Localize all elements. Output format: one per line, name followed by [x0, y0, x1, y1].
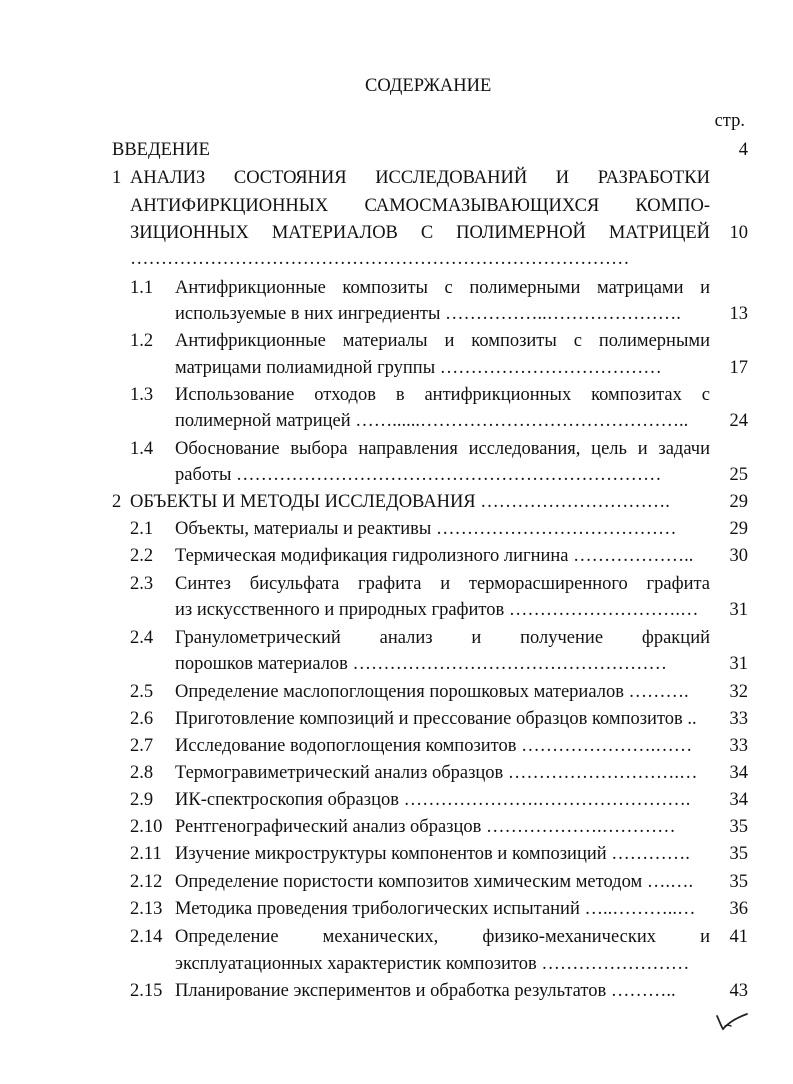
- toc-2-9-number: 2.9: [130, 790, 154, 810]
- toc-2-2-page: 30: [729, 546, 748, 566]
- toc-2-9-label: ИК-спектроскопия образцов ………………….…………………….: [175, 790, 691, 810]
- toc-1-3-page: 24: [729, 411, 748, 431]
- toc-2-4-line2: порошков материалов ……………………………………………: [175, 654, 668, 674]
- toc-2-12-page: 35: [729, 872, 748, 892]
- toc-ch1-line3: ЗИЦИОННЫХ МАТЕРИАЛОВ С ПОЛИМЕРНОЙ МАТРИЦЕЙ: [130, 223, 710, 243]
- toc-1-3-line1: Использование отходов в антифрикционных композитах с: [175, 385, 710, 405]
- toc-1-4-line2: работы ……………………………………………………………: [175, 465, 662, 485]
- toc-2-14-number: 2.14: [130, 927, 163, 947]
- toc-2-5-label: Определение маслопоглощения порошковых материалов ……….: [175, 682, 689, 702]
- toc-2-14-page: 41: [729, 927, 748, 947]
- toc-2-13-label: Методика проведения трибологических испытаний …..………..…: [175, 899, 696, 919]
- toc-2-15-page: 43: [729, 981, 748, 1001]
- toc-1-2-page: 17: [729, 358, 748, 378]
- toc-2-4-number: 2.4: [130, 628, 154, 648]
- toc-2-12-label: Определение пористости композитов химическим методом ….….: [175, 872, 694, 892]
- toc-ch2-number: 2: [112, 492, 122, 512]
- toc-2-10-number: 2.10: [130, 817, 163, 837]
- toc-2-3-line1: Синтез бисульфата графита и терморасширенного графита: [175, 574, 710, 594]
- toc-ch1-line1: АНАЛИЗ СОСТОЯНИЯ ИССЛЕДОВАНИЙ И РАЗРАБОТКИ: [130, 168, 710, 188]
- toc-2-15-label: Планирование экспериментов и обработка результатов ………..: [175, 981, 676, 1001]
- toc-ch1-page: 10: [729, 223, 748, 243]
- toc-2-14-line1: Определение механических, физико-механических и: [175, 927, 710, 947]
- toc-1-3-number: 1.3: [130, 385, 154, 405]
- toc-2-14-line2: эксплуатационных характеристик композитов ……………………: [175, 954, 690, 974]
- toc-2-11-label: Изучение микроструктуры компонентов и композиций ………….: [175, 844, 690, 864]
- toc-2-12-number: 2.12: [130, 872, 163, 892]
- toc-1-2-number: 1.2: [130, 331, 154, 351]
- toc-1-2-line2: матрицами полиамидной группы ………………………………: [175, 358, 662, 378]
- toc-1-4-line1: Обоснование выбора направления исследования, цель и задачи: [175, 439, 710, 459]
- toc-2-11-number: 2.11: [130, 844, 162, 864]
- toc-2-8-number: 2.8: [130, 763, 154, 783]
- toc-2-8-page: 34: [729, 763, 748, 783]
- toc-2-15-number: 2.15: [130, 981, 163, 1001]
- toc-2-2-number: 2.2: [130, 546, 154, 566]
- toc-ch1-dots: ………………………………………………………………………: [130, 249, 630, 269]
- page-column-label: стр.: [714, 111, 745, 131]
- toc-2-7-label: Исследование водопоглощения композитов ………………….……: [175, 736, 693, 756]
- toc-2-13-number: 2.13: [130, 899, 163, 919]
- toc-2-10-label: Рентгенографический анализ образцов ……………….…………: [175, 817, 676, 837]
- toc-2-1-label: Объекты, материалы и реактивы …………………………………: [175, 519, 677, 539]
- toc-1-3-line2: полимерной матрицей ……......……………………………………..: [175, 411, 689, 431]
- toc-2-5-number: 2.5: [130, 682, 154, 702]
- toc-2-3-line2: из искусственного и природных графитов ……………………….…: [175, 600, 699, 620]
- toc-2-11-page: 35: [729, 844, 748, 864]
- toc-1-2-line1: Антифрикционные материалы и композиты с полимерными: [175, 331, 710, 351]
- toc-ch2-page: 29: [729, 492, 748, 512]
- toc-1-1-number: 1.1: [130, 278, 154, 298]
- toc-2-2-label: Термическая модификация гидролизного лигнина ………………..: [175, 546, 694, 566]
- toc-2-6-number: 2.6: [130, 709, 154, 729]
- toc-2-13-page: 36: [729, 899, 748, 919]
- toc-2-4-line1: Гранулометрический анализ и получение фракций: [175, 628, 710, 648]
- page-title: СОДЕРЖАНИЕ: [365, 76, 492, 96]
- toc-2-9-page: 34: [729, 790, 748, 810]
- toc-intro-page: 4: [738, 140, 748, 160]
- toc-2-3-page: 31: [729, 600, 748, 620]
- toc-ch1-number: 1: [112, 168, 122, 188]
- toc-2-10-page: 35: [729, 817, 748, 837]
- toc-1-4-number: 1.4: [130, 439, 154, 459]
- toc-1-1-line1: Антифрикционные композиты с полимерными матрицами и: [175, 278, 710, 298]
- toc-2-5-page: 32: [729, 682, 748, 702]
- toc-2-6-page: 33: [729, 709, 748, 729]
- toc-2-8-label: Термогравиметрический анализ образцов ……………………….…: [175, 763, 698, 783]
- toc-2-7-number: 2.7: [130, 736, 154, 756]
- toc-1-1-page: 13: [729, 304, 748, 324]
- toc-1-1-line2: используемые в них ингредиенты ……………..………………….: [175, 304, 681, 324]
- toc-2-7-page: 33: [729, 736, 748, 756]
- toc-2-1-number: 2.1: [130, 519, 154, 539]
- toc-2-4-page: 31: [729, 654, 748, 674]
- toc-1-4-page: 25: [729, 465, 748, 485]
- toc-2-3-number: 2.3: [130, 574, 154, 594]
- toc-ch2-label: ОБЪЕКТЫ И МЕТОДЫ ИССЛЕДОВАНИЯ ………………………….: [130, 492, 670, 512]
- handwritten-check-mark: [714, 1010, 750, 1032]
- toc-2-6-label: Приготовление композиций и прессование образцов композитов ..: [175, 709, 697, 729]
- toc-intro-label: ВВЕДЕНИЕ: [112, 140, 210, 160]
- toc-ch1-line2: АНТИФИРКЦИОННЫХ САМОСМАЗЫВАЮЩИХСЯ КОМПО-: [130, 196, 710, 216]
- toc-2-1-page: 29: [729, 519, 748, 539]
